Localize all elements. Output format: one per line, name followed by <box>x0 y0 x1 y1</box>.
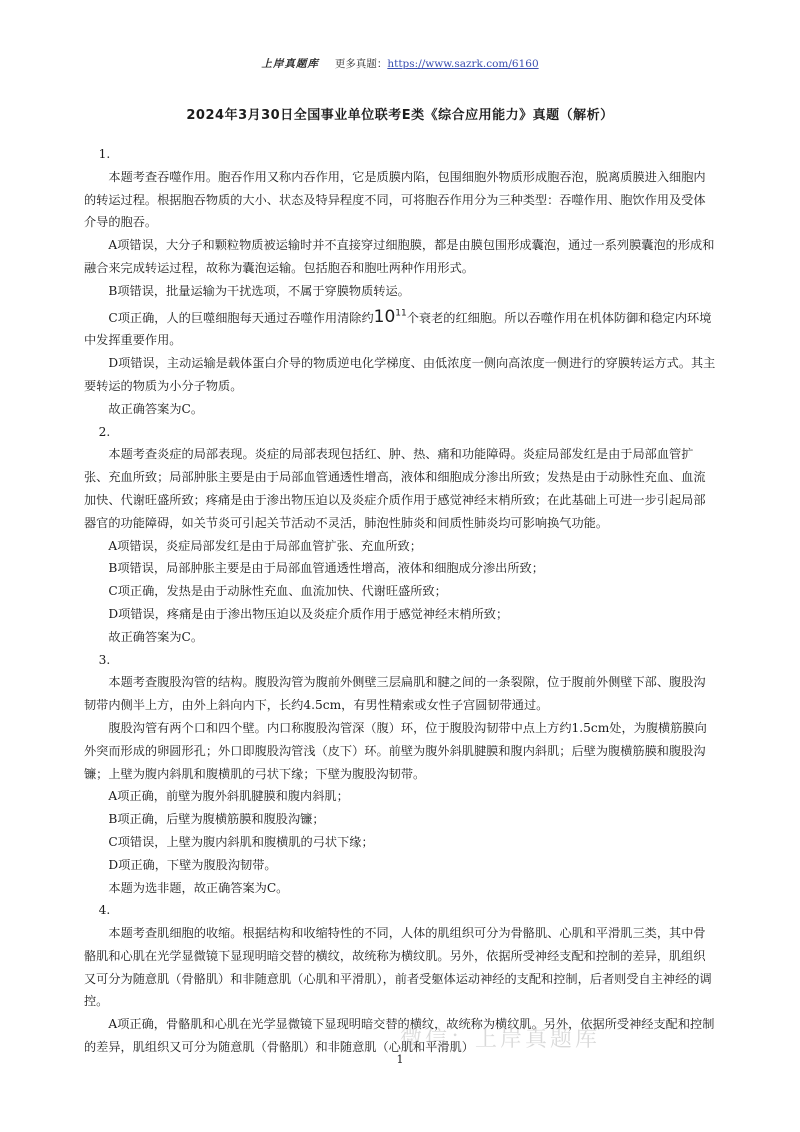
paragraph: A项正确，骨骼肌和心肌在光学显微镜下显现明暗交替的横纹，故统称为横纹肌。另外，依据所受神经支配和控制的差异，肌组织又可分为随意肌（骨骼肌）和非随意肌（心肌和平滑肌） <box>84 1017 715 1055</box>
paragraph: 本题考查炎症的局部表现。炎症的局部表现包括红、肿、热、痛和功能障碍。炎症局部发红是由于局部血管扩张、充血所致；局部肿胀主要是由于局部血管通透性增高，液体和细胞成分渗出所致；发热是由于动脉性充血、血流加快、代谢旺盛所致；疼痛是由于渗出物压迫以及炎症介质作用于感觉神经末梢所致；在此基础上可进一步引起局部器官的功能障碍，如关节炎可引起关节活动不灵活，肺泡性肺炎和间质性肺炎均可影响换气功能。 <box>84 447 706 530</box>
paragraph: D项正确，下壁为腹股沟韧带。 <box>108 857 277 872</box>
paragraph: A项错误，炎症局部发红是由于局部血管扩张、充血所致； <box>108 538 422 553</box>
paragraph: 本题考查肌细胞的收缩。根据结构和收缩特性的不同，人体的肌组织可分为骨骼肌、心肌和平滑肌三类，其中骨骼肌和心肌在光学显微镜下显现明暗交替的横纹，故统称为横纹肌。另外，依据所受神经支配和控制的差异，肌组织又可分为随意肌（骨骼肌）和非随意肌（心肌和平滑肌），前者受躯体运动神经的支配和控制，后者则受自主神经的调控。 <box>84 926 712 1009</box>
paragraph: 故正确答案为C。 <box>108 629 204 644</box>
power-of-ten: $10^{11}$ <box>373 306 407 327</box>
paragraph: D项错误，主动运输是载体蛋白介导的物质逆电化学梯度、由低浓度一侧向高浓度一侧进行的穿膜转运方式。其主要转运的物质为小分子物质。 <box>84 356 716 393</box>
page-header <box>0 56 800 71</box>
header-more-label: 更多真题： <box>334 58 388 70</box>
paragraph: A项错误，大分子和颗粒物质被运输时并不直接穿过细胞膜，都是由膜包围形成囊泡，通过一系列膜囊泡的形成和融合来完成转运过程，故称为囊泡运输。包括胞吞和胞吐两种作用形式。 <box>84 238 715 275</box>
question-number: 4. <box>98 903 111 918</box>
question-number: 1. <box>98 147 111 161</box>
paragraph: A项正确，前壁为腹外斜肌腱膜和腹内斜肌； <box>108 789 349 804</box>
header-url-link[interactable]: https://www.sazrk.com/6160 <box>387 58 539 70</box>
paragraph: 本题考查腹股沟管的结构。腹股沟管为腹前外侧壁三层扁肌和腱之间的一条裂隙，位于腹前外侧壁下部、腹股沟韧带内侧半上方，由外上斜向内下，长约4.5cm，有男性精索或女性子宫圆韧带通过。 <box>84 675 706 713</box>
paragraph: B项错误，局部肿胀主要是由于局部血管通透性增高，液体和细胞成分渗出所致； <box>108 561 544 576</box>
paragraph: B项错误，批量运输为干扰选项，不属于穿膜物质转运。 <box>108 283 410 298</box>
paragraph: 本题为选非题，故正确答案为C。 <box>108 880 289 895</box>
watermark: 微信：上岸真题库 <box>400 1027 601 1052</box>
question-number: 3. <box>98 652 111 667</box>
paragraph: C项错误，上壁为腹内斜肌和腹横肌的弓状下缘； <box>108 834 374 849</box>
document-title: 2024年3月30日全国事业单位联考E类《综合应用能力》真题（解析） <box>186 108 614 123</box>
question-number: 2. <box>98 424 111 439</box>
paragraph: C项正确，发热是由于动脉性充血、血流加快、代谢旺盛所致； <box>108 584 447 599</box>
paragraph: D项错误，疼痛是由于渗出物压迫以及炎症介质作用于感觉神经末梢所致； <box>108 606 509 621</box>
paragraph-option-c: C项正确，人的巨噬细胞每天通过吞噬作用清除约$10^{11}$个衰老的红细胞。所以吞噬作用在机体防御和稳定内环境中发挥重要作用。 <box>84 306 712 348</box>
header-brand: 上岸真题库 <box>261 58 319 70</box>
paragraph: 腹股沟管有两个口和四个壁。内口称腹股沟管深（腹）环，位于腹股沟韧带中点上方约1.5cm处，为腹横筋膜向外突而形成的卵圆形孔；外口即腹股沟管浅（皮下）环。前壁为腹外斜肌腱膜和腹内斜肌；后壁为腹横筋膜和腹股沟镰；上壁为腹内斜肌和腹横肌的弓状下缘；下壁为腹股沟韧带。 <box>84 720 707 781</box>
paragraph: B项正确，后壁为腹横筋膜和腹股沟镰； <box>108 812 325 827</box>
document-body <box>84 143 716 1059</box>
paragraph: 本题考查吞噬作用。胞吞作用又称内吞作用，它是质膜内陷，包围细胞外物质形成胞吞泡，脱离质膜进入细胞内的转运过程。根据胞吞物质的大小、状态及特异程度不同，可将胞吞作用分为三种类型：吞噬作用、胞饮作用及受体介导的胞吞。 <box>84 169 706 230</box>
page-number: 1 <box>396 1053 404 1066</box>
paragraph: 故正确答案为C。 <box>108 401 204 416</box>
